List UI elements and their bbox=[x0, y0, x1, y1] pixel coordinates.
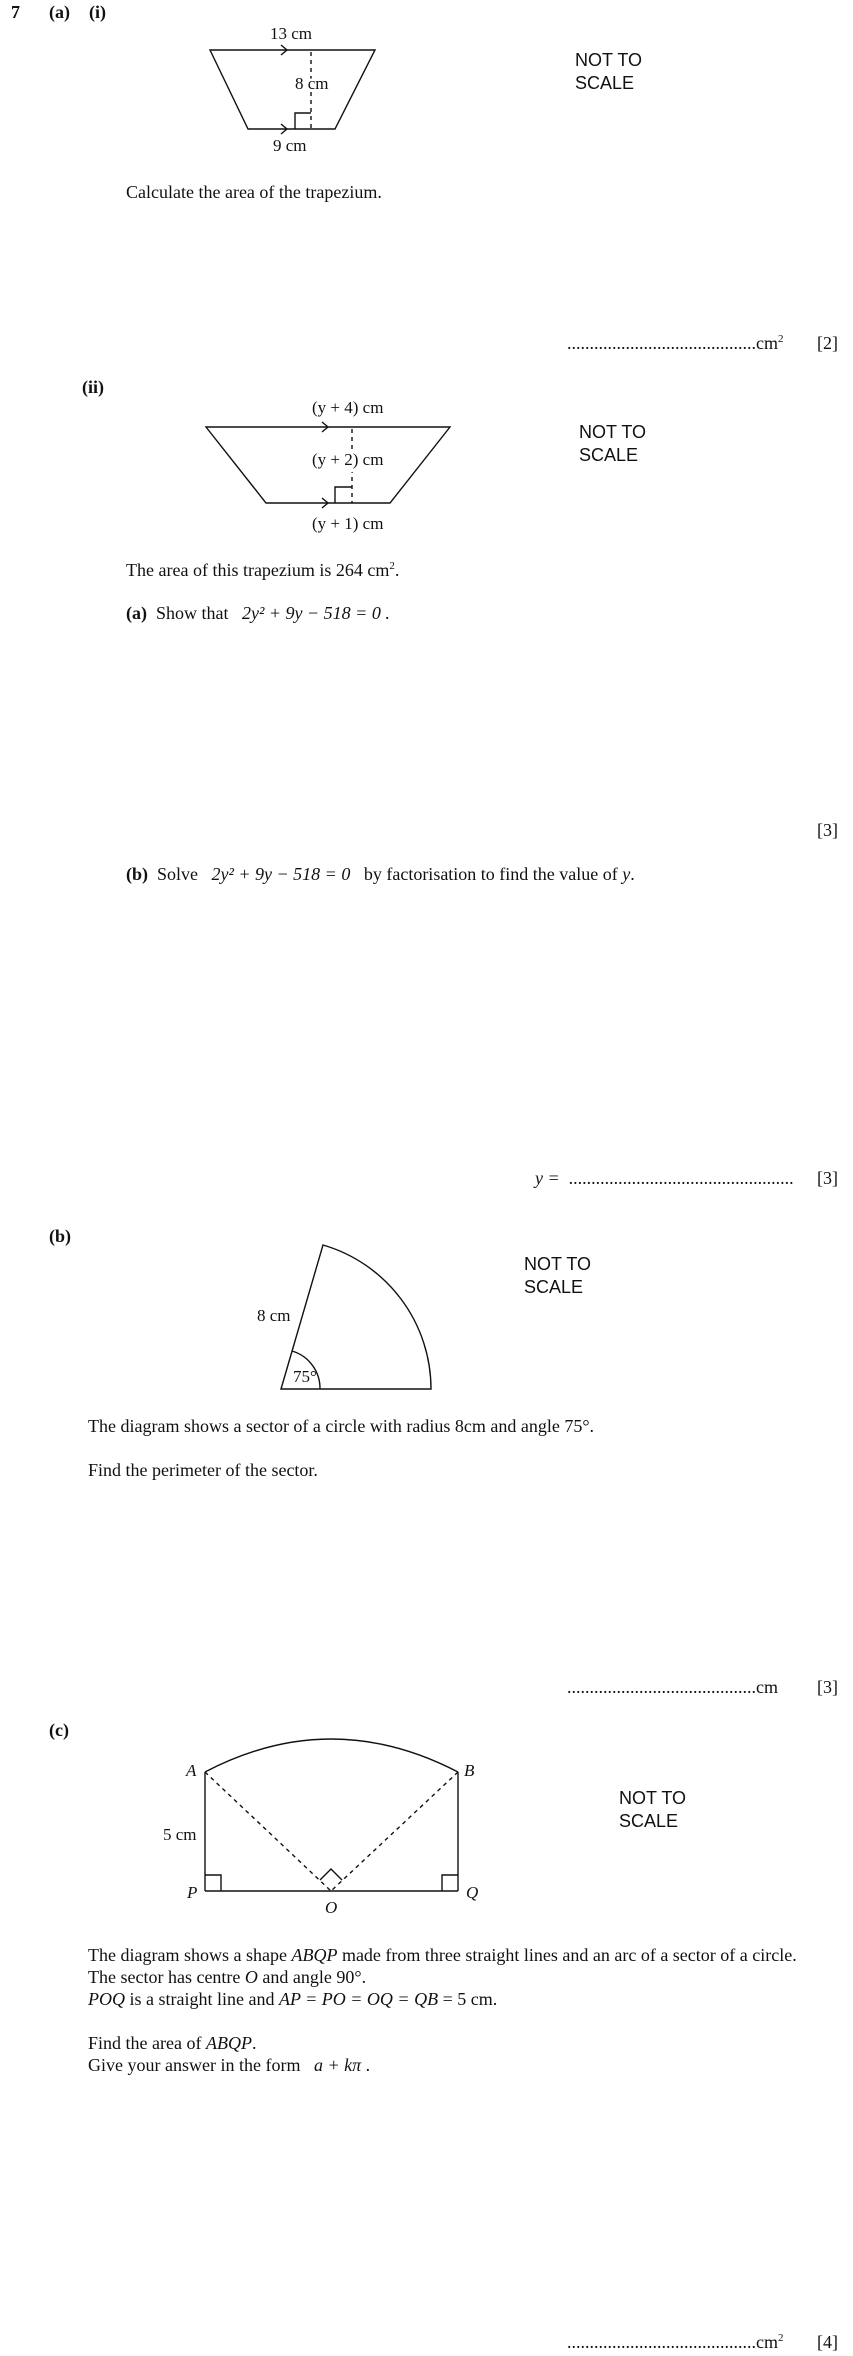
part-a-i-label: (i) bbox=[89, 2, 106, 22]
a-i-answer-line: $..........................................cm^2$ bbox=[567, 333, 784, 353]
answer-dots: .......................................... bbox=[567, 1677, 756, 1697]
trapezium-a-i-top-label: 13 cm bbox=[270, 24, 313, 43]
c-line-3: POQ is a straight line and AP = PO = OQ = QB = 5 cm. bbox=[88, 1989, 498, 2009]
right-angle-O bbox=[320, 1869, 342, 1880]
b-marks: [3] bbox=[817, 1677, 838, 1697]
a-ii-statement: The area of this trapezium is 264 $cm^2$. bbox=[126, 560, 400, 580]
c-form-line: Give your answer in the form a + kπ . bbox=[88, 2055, 371, 2075]
c-answer-line: $..........................................cm^2$ bbox=[567, 2332, 784, 2352]
trapezium-a-i-height-label: 8 cm bbox=[295, 74, 329, 93]
a-ii-b-marks: [3] bbox=[817, 1168, 838, 1188]
part-c-label: (c) bbox=[49, 1720, 69, 1740]
part-a-ii-label: (ii) bbox=[82, 377, 104, 397]
b-statement: The diagram shows a sector of a circle with radius 8cm and angle 75°. bbox=[88, 1416, 595, 1436]
trapezium-a-i-bottom-label: 9 cm bbox=[273, 136, 307, 155]
c-line-2: The sector has centre O and angle 90°. bbox=[88, 1967, 367, 1987]
a-ii-b-answer-line: y = .................................................. bbox=[535, 1168, 794, 1188]
sector-radius-label: 8 cm bbox=[257, 1306, 291, 1325]
trapezium-a-ii-bottom-label: (y + 1) cm bbox=[312, 514, 384, 533]
label-P: P bbox=[187, 1883, 198, 1902]
label-B: B bbox=[464, 1761, 475, 1780]
trapezium-a-ii-top-label: (y + 4) cm bbox=[312, 398, 384, 417]
label-A: A bbox=[186, 1761, 197, 1780]
radius-OA bbox=[205, 1772, 331, 1891]
c-find-line: Find the area of ABQP. bbox=[88, 2033, 257, 2053]
side-length-label: 5 cm bbox=[163, 1825, 197, 1844]
b-prompt: Find the perimeter of the sector. bbox=[88, 1460, 318, 1480]
not-to-scale-b: NOT TO SCALE bbox=[524, 1254, 592, 1297]
label-Q: Q bbox=[466, 1883, 479, 1902]
a-i-marks: [2] bbox=[817, 333, 838, 353]
sector-angle-label: 75° bbox=[293, 1367, 317, 1386]
radius-OB bbox=[331, 1772, 458, 1891]
question-number: 7 bbox=[11, 2, 20, 22]
arc-AB bbox=[205, 1739, 458, 1772]
right-angle-P bbox=[205, 1875, 221, 1891]
answer-dots: .................................................. bbox=[568, 1168, 794, 1188]
label-O: O bbox=[325, 1898, 338, 1917]
not-to-scale-a-ii: NOT TO SCALE bbox=[579, 422, 647, 465]
a-ii-b-question: (b) Solve 2y² + 9y − 518 = 0 by factorisation to find the value of y. bbox=[126, 864, 635, 884]
right-angle-Q bbox=[442, 1875, 458, 1891]
part-b-label: (b) bbox=[49, 1226, 71, 1246]
show-equation: 2y² + 9y − 518 = 0 . bbox=[242, 603, 390, 623]
c-marks: [4] bbox=[817, 2332, 838, 2352]
a-i-prompt: Calculate the area of the trapezium. bbox=[126, 182, 382, 202]
part-a-label: (a) bbox=[49, 2, 70, 22]
answer-dots: .......................................... bbox=[567, 333, 756, 353]
answer-dots: .......................................... bbox=[567, 2332, 756, 2352]
not-to-scale-a-i: NOT TO SCALE bbox=[575, 50, 643, 93]
a-ii-a-question: (a) Show that 2y² + 9y − 518 = 0 . bbox=[126, 603, 390, 623]
solve-equation: 2y² + 9y − 518 = 0 bbox=[211, 864, 351, 884]
b-answer-line: ..........................................cm bbox=[567, 1677, 778, 1697]
trapezium-a-ii-height-label: (y + 2) cm bbox=[312, 450, 384, 469]
c-line-1: The diagram shows a shape ABQP made from three straight lines and an arc of a sector of a circle. bbox=[88, 1945, 797, 1965]
a-ii-a-marks: [3] bbox=[817, 820, 838, 840]
not-to-scale-c: NOT TO SCALE bbox=[619, 1788, 687, 1831]
